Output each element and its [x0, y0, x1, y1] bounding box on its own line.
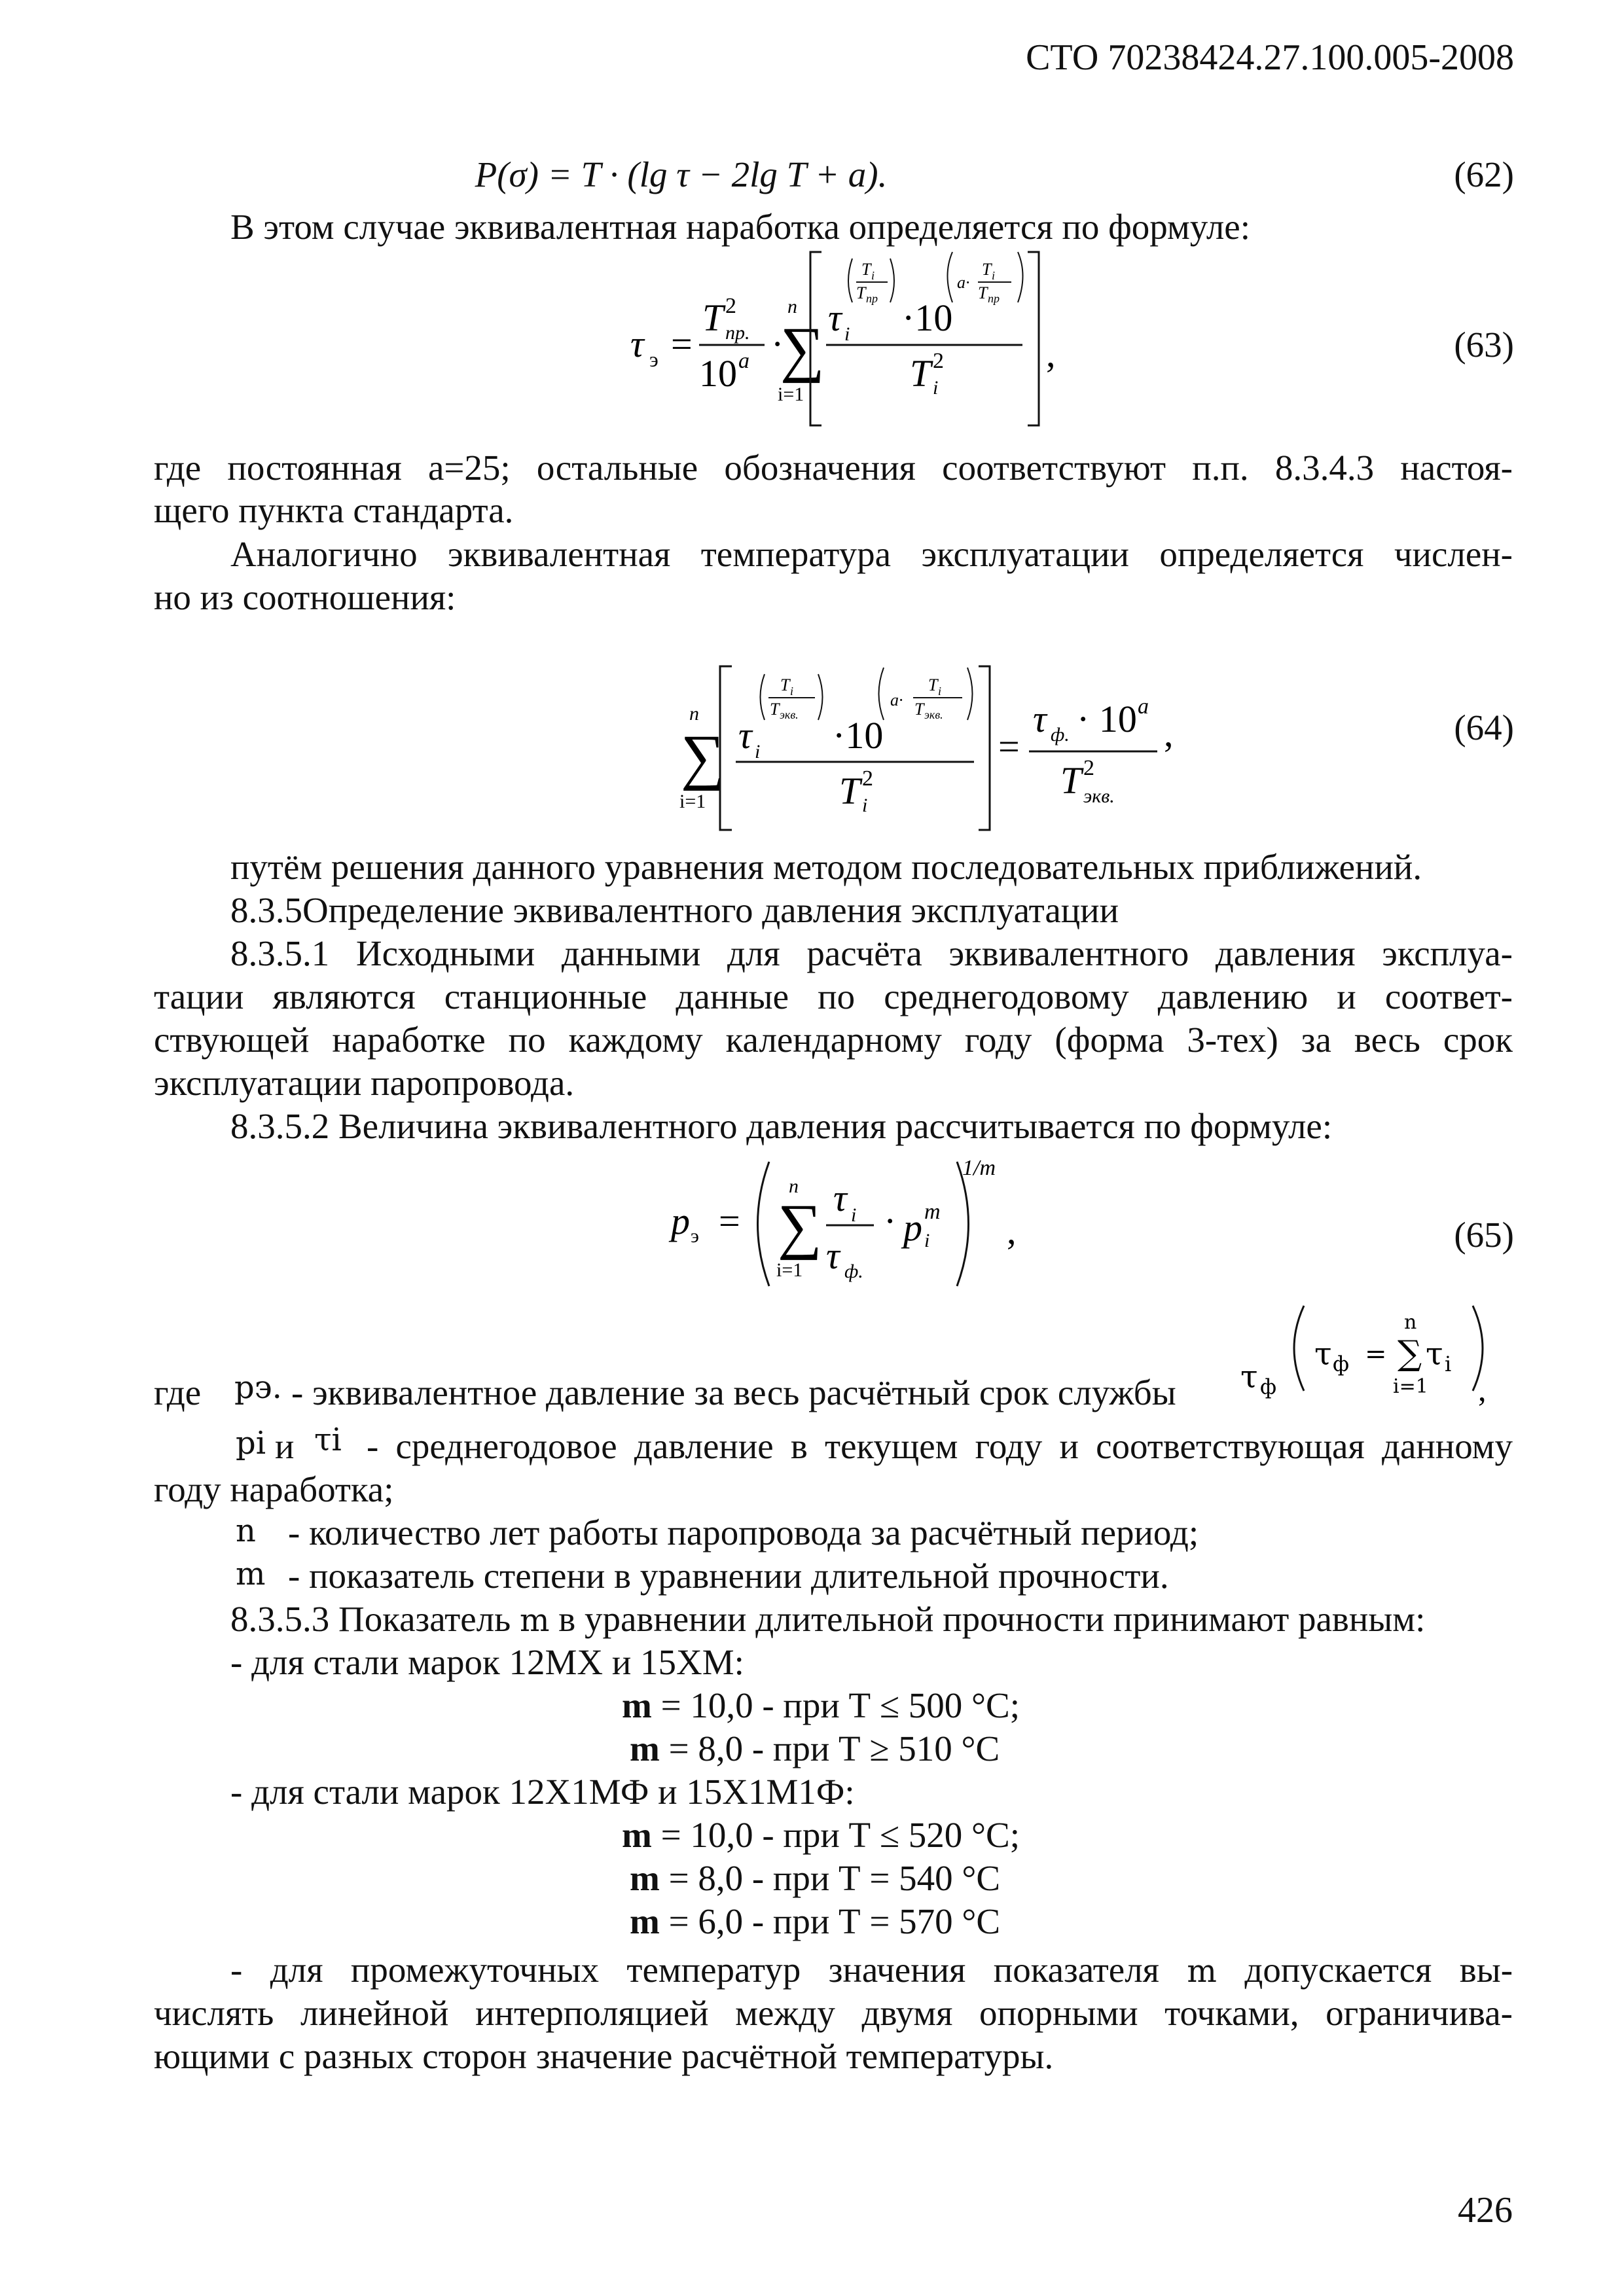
eq63-exp2-num-sub: i: [992, 269, 996, 282]
eq63-exp2-den: T: [978, 283, 988, 302]
equation-62: P(σ) = T · (lg τ − 2lg T + a).: [475, 154, 888, 194]
eq64-rhs-den: T: [1060, 759, 1082, 802]
eq63-eq: =: [671, 323, 693, 365]
eq65-dot: ·: [884, 1200, 897, 1242]
interp-line1-symbol-m: m: [1187, 1953, 1217, 1990]
eq64-rhs-ten-sup: a: [1138, 694, 1149, 719]
eq64-rhs-num-sub: ф.: [1051, 724, 1070, 745]
eq65-p-sup: m: [924, 1200, 941, 1224]
solution-paragraph: путём решения данного уравнения методом последовательных приближений.: [230, 847, 1422, 887]
list1-title: - для стали марок 12МХ и 15ХМ:: [230, 1642, 744, 1682]
interp-line3: ющими с разных сторон значение расчётной температуры.: [154, 2036, 1054, 2076]
eq65-outer-sup: 1/m: [962, 1156, 996, 1180]
interp-line1-before: - для промежуточных температур значения показателя: [230, 1950, 1159, 1990]
where-pi-desc-line1: - среднегодовое давление в текущем году и соответствующая данному: [367, 1426, 1513, 1466]
p-8353-before: 8.3.5.3 Показатель: [230, 1599, 511, 1639]
eq63-sigma: ∑: [780, 314, 825, 384]
analog-line1: Аналогично эквивалентная температура эксплуатации определяется числен-: [230, 534, 1513, 574]
list1-item-2-text: = 8,0 - при Т ≥ 510 °С: [668, 1729, 1000, 1768]
where-pi-symbol: pi: [236, 1425, 266, 1462]
list2-title: - для стали марок 12Х1МФ и 15Х1М1Ф:: [230, 1772, 855, 1812]
eq65-frac-den: τ: [826, 1234, 840, 1277]
list1-item-2: [630, 1726, 1000, 1772]
list1-item-1: [622, 1683, 1020, 1729]
eq65-lhs-sub: э: [691, 1225, 699, 1247]
tau-f-lparen: [1294, 1306, 1304, 1391]
list2-item-2-text: = 8,0 - при Т = 540 °С: [668, 1858, 1001, 1898]
p-8352: 8.3.5.2 Величина эквивалентного давления рассчитывается по формуле:: [230, 1106, 1333, 1146]
where-65-desc: - эквивалентное давление за весь расчётный срок службы: [291, 1372, 1176, 1412]
eq63-frac-num: T: [702, 296, 724, 339]
equation-number-63: (63): [1454, 325, 1514, 365]
tau-f-paren-rhs-sub: i: [1445, 1352, 1452, 1376]
interp-line1-after: допускается вы-: [1244, 1950, 1513, 1990]
tau-f-paren-lhs-sub: ф: [1333, 1352, 1350, 1376]
interp-line1: [230, 1947, 1513, 1994]
eq63-ten: ·10: [902, 296, 953, 339]
where-pi-and: и: [275, 1426, 295, 1466]
eq63-sum-top: n: [787, 296, 797, 317]
eq64-inner-tau: τ: [738, 714, 752, 757]
eq63-comma: ,: [1046, 332, 1056, 375]
eq64-inner-den-sup: 2: [862, 766, 873, 791]
tau-f-trail-comma: ,: [1478, 1371, 1487, 1408]
eq63-inner-den-sup: 2: [933, 349, 944, 373]
list2-item-3-text: = 6,0 - при Т = 570 °С: [668, 1901, 1001, 1941]
where-65-symbol-p: pэ.: [234, 1369, 282, 1406]
eq64-rhs-den-sub: экв.: [1083, 785, 1115, 807]
eq63-frac-num-sup: 2: [725, 294, 736, 318]
eq64-exp1-den-sub: экв.: [780, 708, 799, 721]
eq64-exp2-num: T: [928, 675, 938, 694]
analog-line2: но из соотношения:: [154, 577, 456, 617]
eq63-exp2-den-sub: пр: [988, 292, 1000, 305]
eq63-dot: ·: [771, 323, 784, 365]
eq63-lhs: τ: [630, 323, 644, 365]
tau-f-paren-sum-bottom: i=1: [1393, 1375, 1428, 1398]
eq64-exp1-num: T: [780, 675, 790, 694]
eq63-exp2-num: T: [982, 260, 992, 279]
intro-formula-63: В этом случае эквивалентная наработка определяется по формуле:: [230, 207, 1250, 247]
tau-f-paren-eq: =: [1365, 1339, 1387, 1369]
tau-f-paren-rhs: τ: [1426, 1336, 1443, 1372]
tau-f-paren-lhs: τ: [1314, 1336, 1332, 1372]
eq63-inner-tau-sub: i: [844, 323, 850, 345]
p-8351-line1: 8.3.5.1 Исходными данными для расчёта эквивалентного давления эксплуа-: [230, 933, 1513, 973]
where-n-desc: - количество лет работы паропровода за расчётный период;: [288, 1513, 1199, 1552]
eq63-lhs-sub: э: [649, 348, 659, 371]
list1-item-1-m: m: [622, 1685, 652, 1725]
eq64-exp2-den-sub: экв.: [924, 708, 943, 721]
eq64-exp1-den: T: [770, 700, 780, 719]
eq63-exp1-num: T: [861, 260, 871, 279]
tau-f-paren-sigma: ∑: [1398, 1334, 1422, 1373]
eq65-sum-top: n: [789, 1175, 799, 1197]
equation-number-65: (65): [1454, 1215, 1514, 1255]
eq63-exp1-den: T: [856, 283, 866, 302]
equation-number-64: (64): [1454, 708, 1514, 747]
eq64-inner-den-sub: i: [862, 795, 868, 816]
eq65-lhs: p: [671, 1200, 690, 1242]
eq65-frac-den-sub: ф.: [844, 1261, 863, 1282]
p-8351-line2: тации являются станционные данные по среднегодовому давлению и соответ-: [154, 977, 1513, 1016]
eq63-exp1-num-sub: i: [871, 269, 875, 282]
eq63-frac-den: 10: [699, 352, 737, 395]
where-n-symbol: n: [236, 1513, 256, 1549]
eq63-inner-tau: τ: [828, 296, 842, 339]
eq64-exp2-den: T: [914, 700, 924, 719]
list1-item-1-text: = 10,0 - при Т ≤ 500 °С;: [660, 1685, 1020, 1725]
eq63-inner-den: T: [910, 352, 931, 395]
list2-item-2-m: m: [630, 1858, 660, 1898]
eq64-eq: =: [998, 725, 1020, 768]
list2-item-1: [622, 1812, 1020, 1858]
list2-item-1-text: = 10,0 - при Т ≤ 520 °С;: [660, 1815, 1020, 1855]
eq64-rhs-ten: · 10: [1077, 698, 1137, 740]
interp-line2: числять линейной интерполяцией между двумя опорными точками, ограничива-: [154, 1993, 1513, 2033]
where-m-desc: - показатель степени в уравнении длительной прочности.: [288, 1556, 1169, 1596]
list1-item-2-m: m: [630, 1729, 660, 1768]
eq65-sum-bottom: i=1: [776, 1259, 803, 1281]
p-8353-after: в уравнении длительной прочности принимают равным:: [558, 1599, 1426, 1639]
eq63-frac-den-sup: a: [738, 349, 749, 373]
p-8351-line4: эксплуатации паропровода.: [154, 1063, 575, 1103]
list2-item-2: [630, 1856, 1000, 1901]
list2-item-3-m: m: [630, 1901, 660, 1941]
list2-item-1-m: m: [622, 1815, 652, 1855]
eq63-frac-num-sub: пр.: [725, 322, 750, 344]
eq63-exp1-den-sub: пр: [866, 292, 878, 305]
eq65-p-sub: i: [924, 1230, 930, 1251]
eq64-inner-tau-sub: i: [755, 741, 761, 762]
eq64-inner-den: T: [839, 770, 861, 812]
eq63-exp2-a: a·: [957, 273, 970, 292]
tau-f-symbol: τ: [1240, 1359, 1258, 1395]
eq65-p: p: [903, 1206, 922, 1249]
eq64-sigma: ∑: [681, 722, 725, 791]
list2-item-3: [630, 1899, 1000, 1945]
p-8353-symbol-m: m: [519, 1602, 550, 1639]
document-code-header: СТО 70238424.27.100.005-2008: [1026, 37, 1514, 78]
eq64-rhs-den-sup: 2: [1083, 756, 1094, 780]
eq65-comma: ,: [1007, 1210, 1017, 1252]
page-number: 426: [1458, 2190, 1513, 2231]
eq64-sum-top: n: [689, 703, 699, 725]
eq64-sum-bottom: i=1: [679, 791, 706, 812]
p-8353: [230, 1596, 1425, 1643]
eq64-rhs-num: τ: [1033, 698, 1047, 740]
eq63-inner-den-sub: i: [933, 377, 939, 399]
where-m-symbol: m: [236, 1556, 266, 1592]
eq65-frac-num-sub: i: [851, 1204, 857, 1226]
eq65-sigma: ∑: [778, 1191, 822, 1261]
p-8351-line3: ствующей наработке по каждому календарному году (форма 3-тех) за весь срок: [154, 1020, 1513, 1060]
eq64-exp1-num-sub: i: [790, 685, 794, 698]
where-tau-i-symbol: τi: [314, 1422, 342, 1458]
eq65-frac-num: τ: [833, 1177, 847, 1219]
eq64-comma: ,: [1164, 712, 1174, 755]
equation-number-62: (62): [1454, 154, 1514, 194]
eq64-exp2-num-sub: i: [938, 685, 942, 698]
tau-f-paren-sum-top: n: [1404, 1311, 1417, 1334]
section-8-3-5-heading: 8.3.5Определение эквивалентного давления эксплуатации: [230, 890, 1119, 930]
where-65-label: где: [154, 1372, 202, 1412]
tau-f-sub: ф: [1260, 1374, 1277, 1399]
eq64-ten: ·10: [833, 714, 884, 757]
where-63-line1: где постоянная а=25; остальные обозначения соответствуют п.п. 8.3.4.3 настоя-: [154, 448, 1513, 488]
eq63-sum-bottom: i=1: [778, 384, 804, 405]
where-63-line2: щего пункта стандарта.: [154, 490, 514, 530]
eq65-eq: =: [719, 1200, 740, 1242]
where-pi-desc-line2: году наработка;: [154, 1469, 394, 1509]
eq64-exp2-a: a·: [890, 691, 903, 709]
